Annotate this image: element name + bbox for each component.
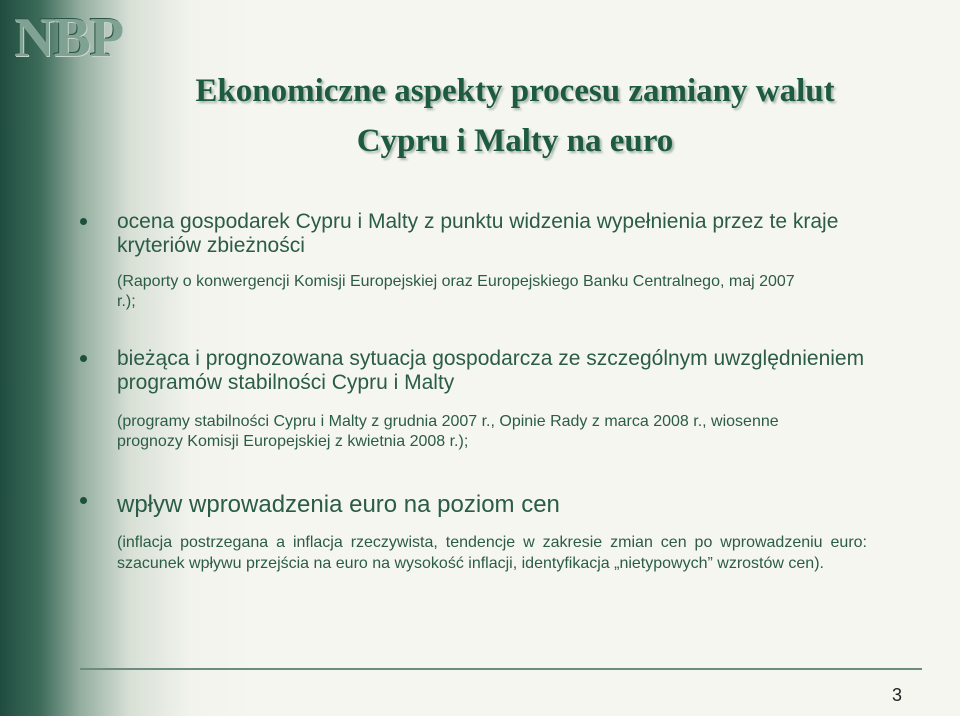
bullet-1-source: (Raporty o konwergencji Komisji Europejskiej oraz Europejskiego Banku Centralnego, maj 2007 r.); [117,273,795,310]
bullet-marker [80,497,87,504]
nbp-logo: NBP [14,7,123,69]
bullet-3-source: (inflacja postrzegana a inflacja rzeczywista, tendencje w zakresie zmian cen po wprowadzeniu euro: szacunek wpływu przejścia na euro na wysokość inflacji, identyfikacja „nietypowych” wzrostów cen). [117,534,867,572]
bullet-marker [80,218,87,225]
slide-title-line-1: Ekonomiczne aspekty procesu zamiany walut [195,73,835,109]
bullet-3-text: wpływ wprowadzenia euro na poziom cen [117,491,560,518]
bullet-2-source: (programy stabilności Cypru i Malty z grudnia 2007 r., Opinie Rady z marca 2008 r., wiosenne prognozy Komisji Europejskiej z kwietnia 2008 r.); [117,413,779,450]
page-number: 3 [891,685,902,705]
bullet-marker [80,355,87,362]
slide-title-line-2: Cypru i Malty na euro [356,123,674,159]
bullet-2-text: bieżąca i prognozowana sytuacja gospodarcza ze szczególnym uwzględnieniem programów stabilności Cypru i Malty [117,347,865,394]
footer-divider [80,668,922,670]
bullet-1-text: ocena gospodarek Cypru i Malty z punktu widzenia wypełnienia przez te kraje kryteriów zbieżności [117,210,839,257]
